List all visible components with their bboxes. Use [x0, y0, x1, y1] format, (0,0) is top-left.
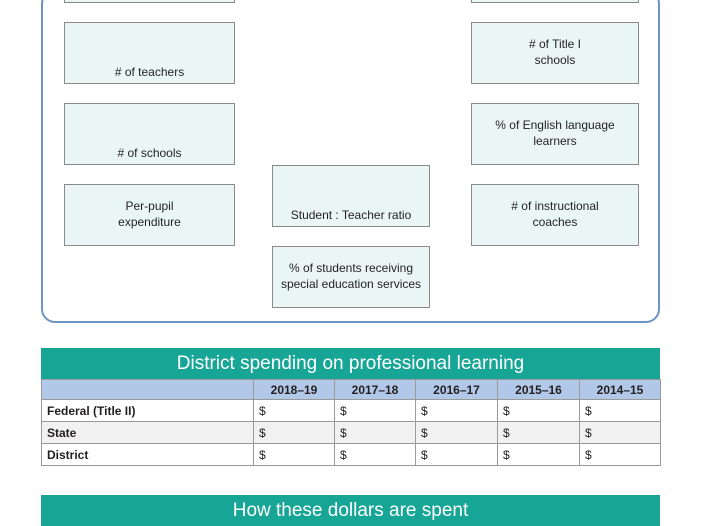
- dollars-spent-section-title: How these dollars are spent: [41, 495, 660, 526]
- partial-box-left-top: [64, 0, 235, 3]
- amount-cell[interactable]: $: [580, 400, 661, 422]
- title1-label-line1: # of Title I: [528, 36, 582, 51]
- amount-cell[interactable]: $: [416, 422, 498, 444]
- amount-cell[interactable]: $: [254, 400, 335, 422]
- instructional-coaches-field[interactable]: [471, 184, 639, 246]
- amount-cell[interactable]: $: [416, 444, 498, 466]
- schools-count-field[interactable]: [64, 103, 235, 165]
- amount-cell[interactable]: $: [498, 444, 580, 466]
- teachers-count-label: # of teachers: [114, 65, 185, 79]
- column-header: [42, 380, 254, 400]
- coaches-label-line1: # of instructional: [511, 198, 599, 213]
- spending-section-title: District spending on professional learning: [41, 348, 660, 379]
- per-pupil-label-line2: expenditure: [118, 214, 181, 229]
- schools-count-label: # of schools: [117, 146, 182, 160]
- table-row: [42, 444, 661, 466]
- partial-box-right-top: [471, 0, 639, 3]
- amount-cell[interactable]: $: [335, 444, 416, 466]
- student-teacher-ratio-field[interactable]: [272, 165, 430, 227]
- special-education-label-line1: % of students receiving: [288, 260, 414, 275]
- row-label: District: [42, 444, 254, 466]
- column-header: 2016–17: [416, 380, 498, 400]
- per-pupil-expenditure-field[interactable]: [64, 184, 235, 246]
- amount-cell[interactable]: $: [416, 400, 498, 422]
- student-teacher-ratio-label: Student : Teacher ratio: [290, 208, 412, 222]
- ell-label-line1: % of English language: [495, 117, 615, 132]
- amount-cell[interactable]: $: [254, 422, 335, 444]
- amount-cell[interactable]: $: [498, 400, 580, 422]
- amount-cell[interactable]: $: [580, 422, 661, 444]
- column-header: 2017–18: [335, 380, 416, 400]
- special-education-label-line2: special education services: [280, 276, 422, 291]
- column-header: 2015–16: [498, 380, 580, 400]
- ell-label-line2: learners: [533, 133, 577, 148]
- table-row: [42, 400, 661, 422]
- per-pupil-label-line1: Per-pupil: [125, 198, 174, 213]
- column-header: 2014–15: [580, 380, 661, 400]
- title1-schools-field[interactable]: [471, 22, 639, 84]
- spending-table-header-row: [42, 380, 661, 400]
- amount-cell[interactable]: $: [580, 444, 661, 466]
- spending-table: [41, 379, 661, 466]
- english-learners-field[interactable]: [471, 103, 639, 165]
- column-header: 2018–19: [254, 380, 335, 400]
- title1-label-line2: schools: [534, 52, 576, 67]
- amount-cell[interactable]: $: [498, 422, 580, 444]
- coaches-label-line2: coaches: [532, 214, 578, 229]
- special-education-field[interactable]: [272, 246, 430, 308]
- amount-cell[interactable]: $: [335, 400, 416, 422]
- amount-cell[interactable]: $: [254, 444, 335, 466]
- teachers-count-field[interactable]: [64, 22, 235, 84]
- table-row: [42, 422, 661, 444]
- row-label: Federal (Title II): [42, 400, 254, 422]
- amount-cell[interactable]: $: [335, 422, 416, 444]
- row-label: State: [42, 422, 254, 444]
